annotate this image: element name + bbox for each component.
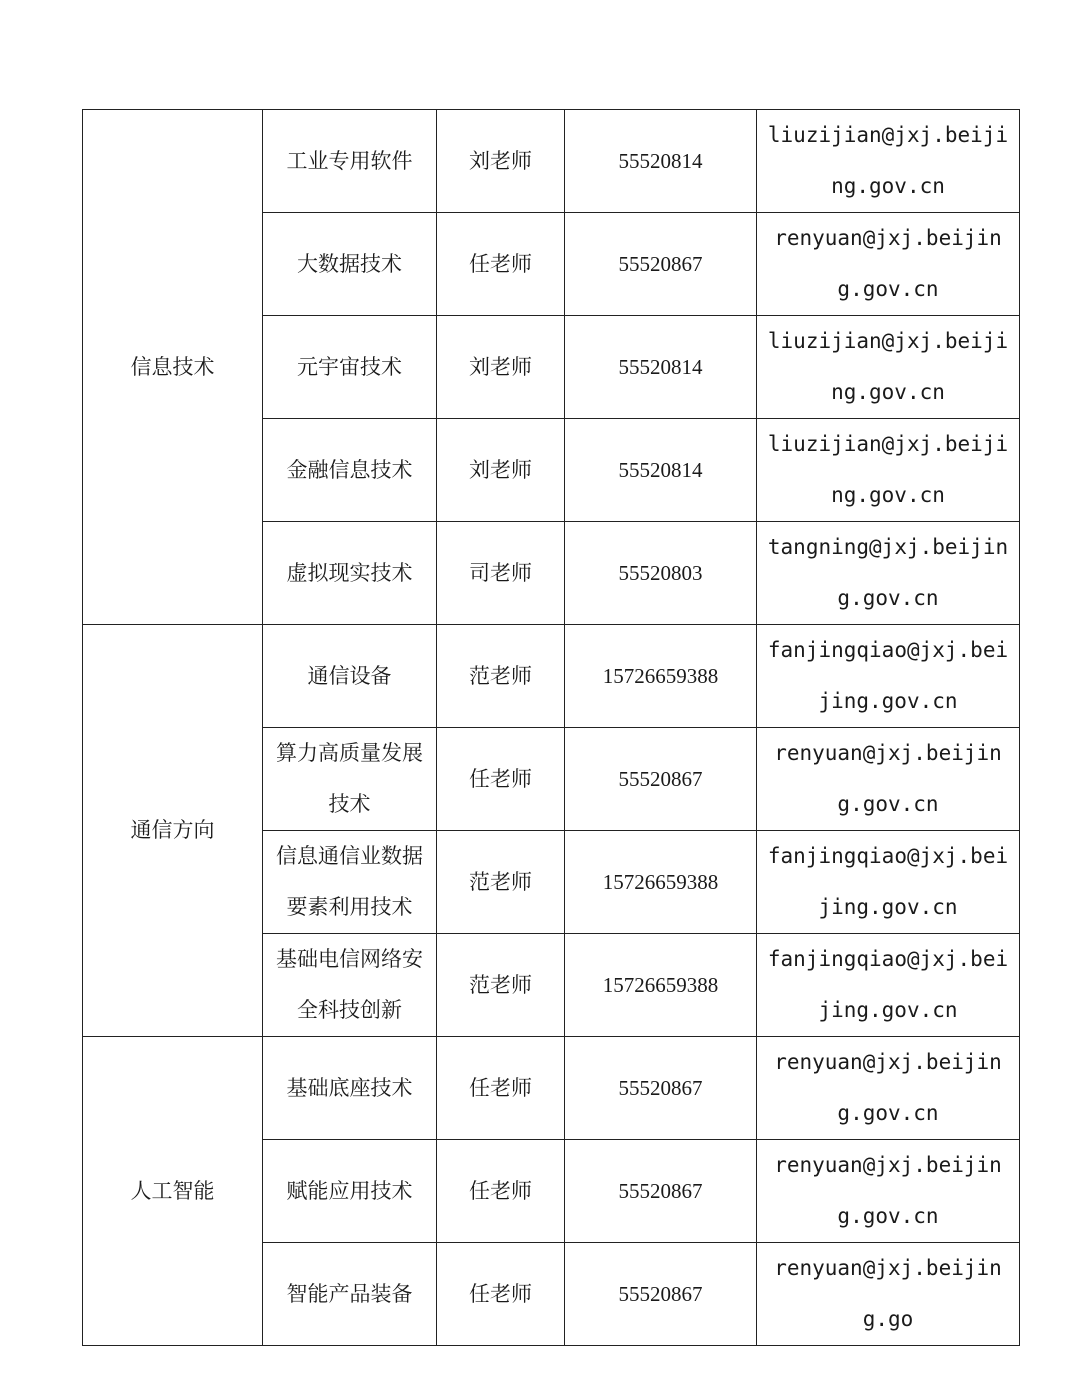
phone-cell: 15726659388 <box>565 831 757 934</box>
phone-cell: 55520867 <box>565 213 757 316</box>
email-cell: renyuan@jxj.beijing.go <box>757 1243 1020 1346</box>
contact-cell: 任老师 <box>437 728 565 831</box>
email-cell: liuzijian@jxj.beijing.gov.cn <box>757 110 1020 213</box>
field-cell: 大数据技术 <box>263 213 437 316</box>
email-cell: renyuan@jxj.beijing.gov.cn <box>757 213 1020 316</box>
email-cell: renyuan@jxj.beijing.gov.cn <box>757 728 1020 831</box>
contact-cell: 任老师 <box>437 213 565 316</box>
contact-cell: 刘老师 <box>437 110 565 213</box>
field-cell: 算力高质量发展技术 <box>263 728 437 831</box>
table-row <box>83 110 1020 213</box>
table-row <box>83 625 1020 728</box>
category-cell: 信息技术 <box>83 110 263 625</box>
contact-cell: 任老师 <box>437 1037 565 1140</box>
phone-cell: 55520867 <box>565 1243 757 1346</box>
phone-cell: 55520814 <box>565 419 757 522</box>
field-cell: 基础电信网络安全科技创新 <box>263 934 437 1037</box>
phone-cell: 55520814 <box>565 110 757 213</box>
contact-cell: 刘老师 <box>437 419 565 522</box>
field-cell: 智能产品装备 <box>263 1243 437 1346</box>
email-cell: renyuan@jxj.beijing.gov.cn <box>757 1140 1020 1243</box>
email-cell: renyuan@jxj.beijing.gov.cn <box>757 1037 1020 1140</box>
contact-cell: 范老师 <box>437 625 565 728</box>
field-cell: 基础底座技术 <box>263 1037 437 1140</box>
contact-cell: 司老师 <box>437 522 565 625</box>
phone-cell: 15726659388 <box>565 625 757 728</box>
contact-cell: 任老师 <box>437 1140 565 1243</box>
category-cell: 通信方向 <box>83 625 263 1037</box>
email-cell: liuzijian@jxj.beijing.gov.cn <box>757 316 1020 419</box>
category-cell: 人工智能 <box>83 1037 263 1346</box>
field-cell: 通信设备 <box>263 625 437 728</box>
phone-cell: 55520814 <box>565 316 757 419</box>
field-cell: 工业专用软件 <box>263 110 437 213</box>
email-cell: tangning@jxj.beijing.gov.cn <box>757 522 1020 625</box>
email-cell: liuzijian@jxj.beijing.gov.cn <box>757 419 1020 522</box>
field-cell: 信息通信业数据要素利用技术 <box>263 831 437 934</box>
email-cell: fanjingqiao@jxj.beijing.gov.cn <box>757 934 1020 1037</box>
contact-cell: 范老师 <box>437 934 565 1037</box>
field-cell: 赋能应用技术 <box>263 1140 437 1243</box>
contact-cell: 刘老师 <box>437 316 565 419</box>
contact-cell: 范老师 <box>437 831 565 934</box>
email-cell: fanjingqiao@jxj.beijing.gov.cn <box>757 625 1020 728</box>
table-row <box>83 1037 1020 1140</box>
contact-table <box>82 109 1020 1346</box>
phone-cell: 55520867 <box>565 1140 757 1243</box>
field-cell: 元宇宙技术 <box>263 316 437 419</box>
field-cell: 虚拟现实技术 <box>263 522 437 625</box>
phone-cell: 55520803 <box>565 522 757 625</box>
phone-cell: 15726659388 <box>565 934 757 1037</box>
field-cell: 金融信息技术 <box>263 419 437 522</box>
phone-cell: 55520867 <box>565 1037 757 1140</box>
email-cell: fanjingqiao@jxj.beijing.gov.cn <box>757 831 1020 934</box>
contact-cell: 任老师 <box>437 1243 565 1346</box>
phone-cell: 55520867 <box>565 728 757 831</box>
